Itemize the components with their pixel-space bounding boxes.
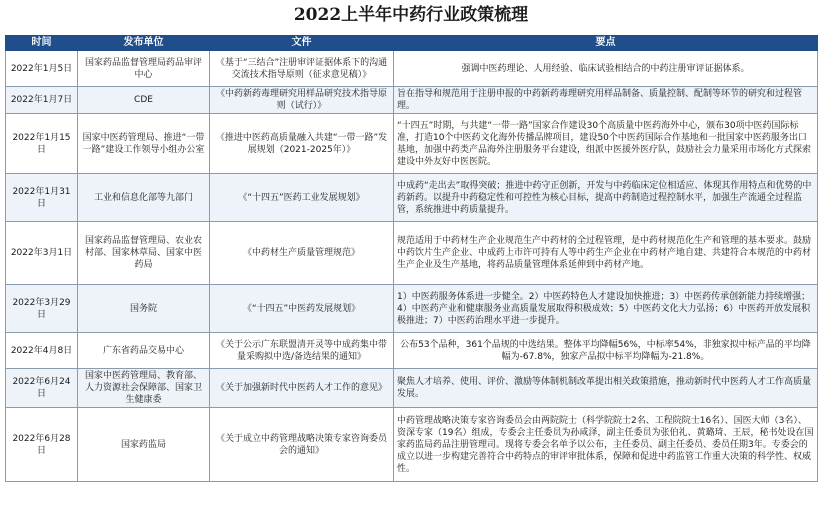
page-title: 2022上半年中药行业政策梳理 [293,5,529,25]
cell-points: 旨在指导和规范用于注册申报的中药新药毒理研究用样品制备、质量控制、配制等环节的研究和过程管理。 [394,87,818,114]
cell-points: 强调中医药理论、人用经验、临床试验相结合的中药注册审评证据体系。 [394,51,818,87]
table-row [6,51,818,87]
cell-points: “十四五”时期，与共建“一带一路”国家合作建设30个高质量中医药海外中心，颁布30项中医药国际标准，打造10个中医药文化海外传播品牌项目，建设50个中医药国际合作基地和一批国家中医药服务出口基地，加强中药类产品海外注册服务平台建设，组派中医援外医疗队，鼓励社会力量采用市场化方式探索建设中外友好中医医院。 [394,114,818,174]
table-row [6,285,818,333]
cell-unit: 国务院 [78,285,210,333]
header-file: 文件 [210,36,394,51]
cell-unit: 国家药监局 [78,408,210,482]
policy-table [5,35,818,482]
cell-date: 2022年3月29日 [6,285,78,333]
header-date: 时间 [6,36,78,51]
cell-date: 2022年6月24日 [6,369,78,408]
table-row [6,174,818,222]
cell-points: 中药管理战略决策专家咨询委员会由两院院士（科学院院士2名、工程院院士16名）、国医大师（3名）、资深专家（19名）组成，专委会主任委员为孙咸泽，副主任委员为张伯礼、黄璐琦、王辰，秘书处设在国家药监局药品注册管理司。现将专委会名单予以公布，主任委员、副主任委员、委员任期3年。专委会的成立以进一步构建完善符合中药特点的审评审批体系，保障和促进中药监管工作重大决策的科学性、权威性。 [394,408,818,482]
cell-unit: 国家中医药管理局、推进“一带一路”建设工作领导小组办公室 [78,114,210,174]
cell-points: 聚焦人才培养、使用、评价、激励等体制机制改革提出相关政策措施，推动新时代中医药人才工作高质量发展。 [394,369,818,408]
cell-date: 2022年1月5日 [6,51,78,87]
cell-file: 《中药新药毒理研究用样品研究技术指导原则（试行）》 [210,87,394,114]
cell-points: 中成药“走出去”取得突破；推进中药守正创新，开发与中药临床定位相适应、体现其作用特点和优势的中药新药。以提升中药稳定性和可控性为核心目标，提高中药制造过程控制水平，加强生产流通全过程监管，系统推进中药质量提升。 [394,174,818,222]
cell-date: 2022年1月7日 [6,87,78,114]
cell-unit: 国家药品监督管理局药品审评中心 [78,51,210,87]
cell-file: 《关于成立中药管理战略决策专家咨询委员会的通知》 [210,408,394,482]
table-row [6,369,818,408]
cell-file: 《基于“三结合”注册审评证据体系下的沟通交流技术指导原则（征求意见稿）》 [210,51,394,87]
cell-points: 1）中医药服务体系进一步健全。2）中医药特色人才建设加快推进；3）中医药传承创新能力持续增强；4）中医药产业和健康服务业高质量发展取得积极成效；5）中医药文化大力弘扬；6）中医药开放发展积极推进；7）中医药治理水平进一步提升。 [394,285,818,333]
cell-date: 2022年1月15日 [6,114,78,174]
cell-date: 2022年4月8日 [6,333,78,369]
cell-points: 规范适用于中药材生产企业规范生产中药材的全过程管理，是中药材规范化生产和管理的基本要求。鼓励中药饮片生产企业、中成药上市许可持有人等中药生产企业在中药材产地自建、共建符合本规范的中药材生产企业及生产基地，将药品质量管理体系延伸到中药材产地。 [394,222,818,285]
cell-file: 《关于加强新时代中医药人才工作的意见》 [210,369,394,408]
table-row [6,114,818,174]
cell-unit: 广东省药品交易中心 [78,333,210,369]
cell-file: 《中药材生产质量管理规范》 [210,222,394,285]
cell-unit: CDE [78,87,210,114]
cell-file: 《“十四五”医药工业发展规划》 [210,174,394,222]
cell-file: 《关于公示广东联盟清开灵等中成药集中带量采购拟中选/备选结果的通知》 [210,333,394,369]
header-unit: 发布单位 [78,36,210,51]
cell-unit: 国家药品监督管理局、农业农村部、国家林草局、国家中医药局 [78,222,210,285]
cell-unit: 工业和信息化部等九部门 [78,174,210,222]
table-row [6,87,818,114]
cell-file: 《推进中医药高质量融入共建“一带一路”发展规划（2021-2025年）》 [210,114,394,174]
cell-points: 公布53个品种，361个品规的中选结果。整体平均降幅56%，中标率54%，非独家拟中标产品的平均降幅为-67.8%，独家产品拟中标平均降幅为-21.8%。 [394,333,818,369]
cell-date: 2022年1月31日 [6,174,78,222]
cell-date: 2022年3月1日 [6,222,78,285]
table-row [6,222,818,285]
header-points: 要点 [394,36,818,51]
cell-file: 《“十四五”中医药发展规划》 [210,285,394,333]
cell-date: 2022年6月28日 [6,408,78,482]
header-row [6,36,818,51]
table-row [6,333,818,369]
cell-unit: 国家中医药管理局、教育部、人力资源社会保障部、国家卫生健康委 [78,369,210,408]
table-row [6,408,818,482]
